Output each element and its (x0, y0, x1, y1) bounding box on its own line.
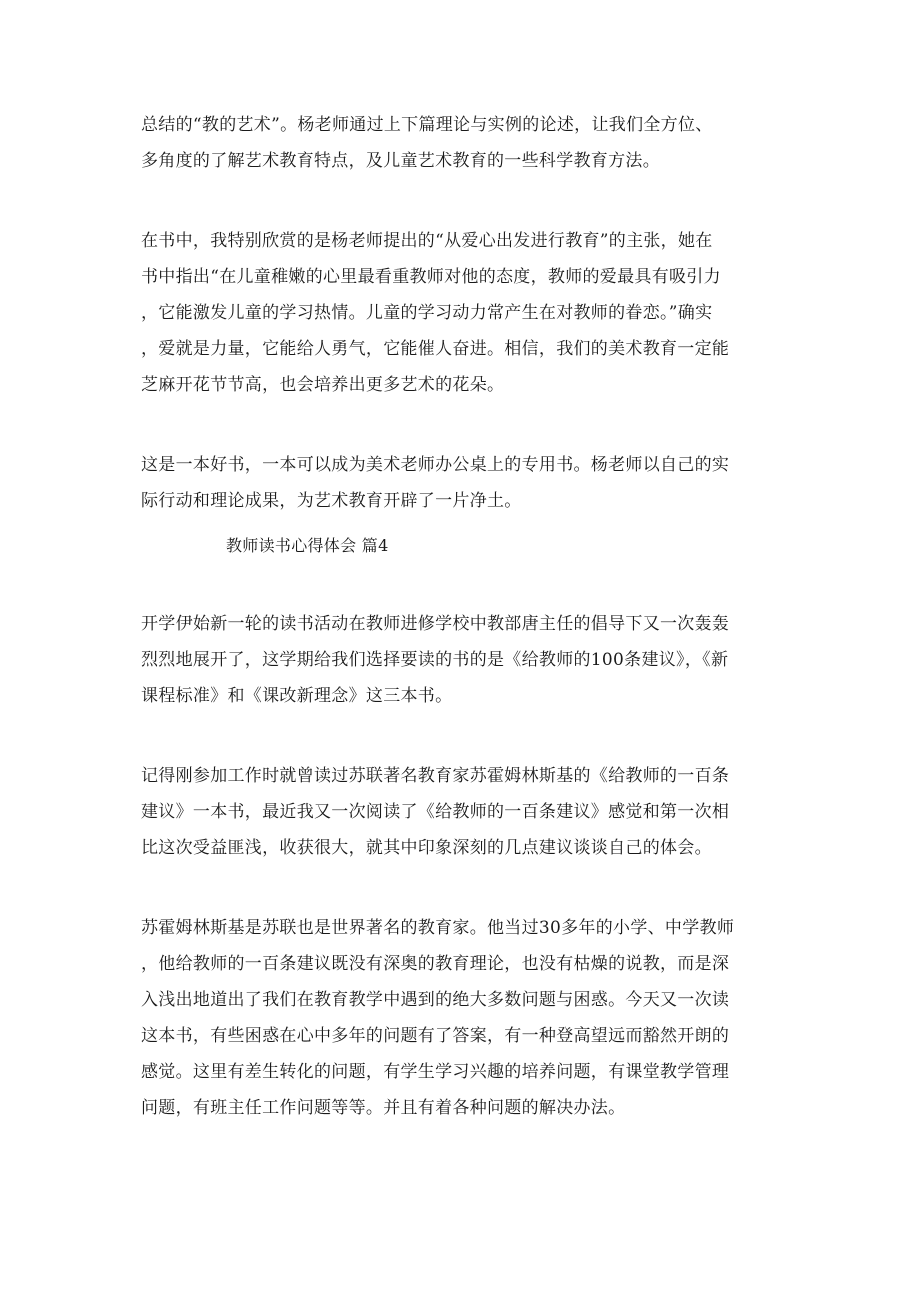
text-line: 在书中，我特别欣赏的是杨老师提出的“从爱心出发进行教育”的主张，她在 (141, 231, 713, 251)
text-line: 记得刚参加工作时就曾读过苏联著名教育家苏霍姆林斯基的《给教师的一百条 (141, 766, 730, 786)
text-line: ，爱就是力量，它能给人勇气，它能催人奋进。相信，我们的美术教育一定能 (141, 339, 730, 359)
text-line: 入浅出地道出了我们在教育教学中遇到的绝大多数问题与困惑。今天又一次读 (141, 990, 730, 1010)
text-line: 多角度的了解艺术教育特点，及儿童艺术教育的一些科学教育方法。 (141, 151, 660, 171)
text-line: 比这次受益匪浅，收获很大，就其中印象深刻的几点建议谈谈自己的体会。 (141, 838, 712, 858)
text-line: 书中指出“在儿童稚嫩的心里最看重教师对他的态度，教师的爱最具有吸引力 (141, 267, 721, 287)
text-line: ，他给教师的一百条建议既没有深奥的教育理论，也没有枯燥的说教，而是深 (141, 954, 730, 974)
text-line: 苏霍姆林斯基是苏联也是世界著名的教育家。他当过30多年的小学、中学教师 (141, 918, 735, 938)
text-line: 总结的“教的艺术”。杨老师通过上下篇理论与实例的论述，让我们全方位、 (141, 115, 713, 135)
text-line: ，它能激发儿童的学习热情。儿童的学习动力常产生在对教师的眷恋。”确实 (141, 303, 713, 323)
text-line: 烈烈地展开了，这学期给我们选择要读的书的是《给教师的100条建议》，《新 (141, 650, 729, 670)
section-heading: 教师读书心得体会 篇4 (226, 536, 389, 555)
text-line: 课程标准》和《课改新理念》这三本书。 (141, 686, 453, 706)
text-line: 感觉。这里有差生转化的问题，有学生学习兴趣的培养问题，有课堂教学管理 (141, 1062, 730, 1082)
text-line: 建议》一本书，最近我又一次阅读了《给教师的一百条建议》感觉和第一次相 (141, 802, 730, 822)
text-line: 问题，有班主任工作问题等等。并且有着各种问题的解决办法。 (141, 1098, 626, 1118)
text-line: 际行动和理论成果，为艺术教育开辟了一片净土。 (141, 491, 522, 511)
text-line: 这是一本好书，一本可以成为美术老师办公桌上的专用书。杨老师以自己的实 (141, 455, 730, 475)
text-line: 这本书，有些困惑在心中多年的问题有了答案，有一种登高望远而豁然开朗的 (141, 1026, 730, 1046)
text-line: 开学伊始新一轮的读书活动在教师进修学校中教部唐主任的倡导下又一次轰轰 (141, 614, 730, 634)
text-line: 芝麻开花节节高，也会培养出更多艺术的花朵。 (141, 375, 505, 395)
